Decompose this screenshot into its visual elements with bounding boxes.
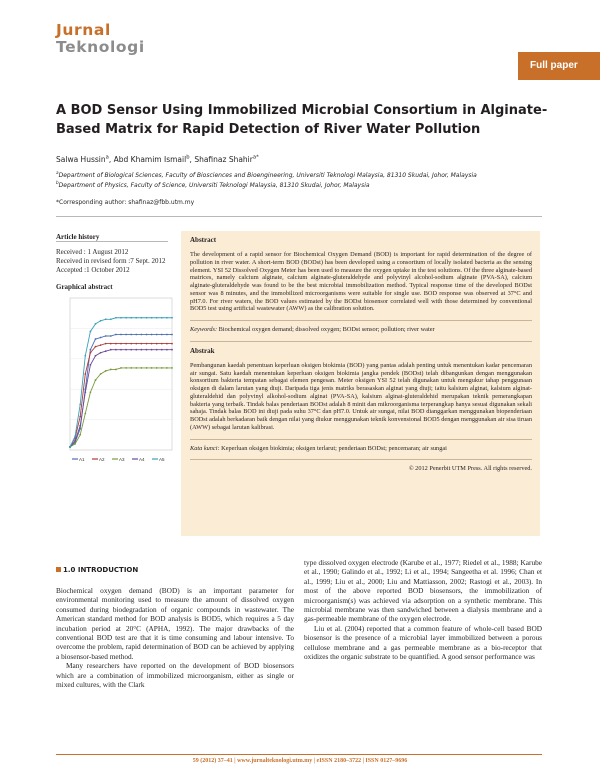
data-point	[171, 349, 173, 351]
data-point	[151, 343, 153, 345]
data-point	[115, 369, 117, 371]
data-point	[141, 334, 143, 336]
author-name: Salwa Hussin	[56, 155, 106, 164]
history-received: Received : 1 August 2012	[56, 248, 129, 256]
section-heading	[56, 566, 138, 574]
copyright-divider	[190, 459, 532, 460]
abstract-heading: Abstract	[190, 236, 217, 244]
intro-right-column	[304, 558, 542, 661]
author-sup: b	[186, 154, 190, 161]
author-list: Salwa Hussin$^a$, Abd Khamim Ismail$^b$, Shafinaz Shahir$^{a*}$	[56, 154, 259, 164]
graphical-abstract-chart	[60, 290, 180, 465]
data-point	[171, 334, 173, 336]
data-point	[100, 320, 102, 322]
data-point	[130, 343, 132, 345]
data-point	[166, 317, 168, 319]
data-point	[141, 367, 143, 369]
keywords-divider	[190, 320, 532, 321]
intro-paragraph: Liu et al. (2004) reported that a common feature of whole-cell based BOD biosensor is the presence of a microbial layer immobilized between a porous cellulose membrane and a gas permeable membrane as a bio-receptor that oxidizes the organic substrate to be quantified. A good sensor performance was	[304, 623, 542, 662]
data-point	[130, 317, 132, 319]
data-point	[166, 334, 168, 336]
data-point	[156, 343, 158, 345]
page-footer: 59 (2012) 37–41 | www.jurnalteknologi.utm.my | eISSN 2180–3722 | ISSN 0127–9696	[192, 758, 408, 764]
data-point	[110, 335, 112, 337]
data-point	[151, 367, 153, 369]
data-point	[120, 334, 122, 336]
affiliation-b	[56, 182, 370, 189]
data-point	[74, 443, 76, 445]
abstract-content	[190, 236, 532, 472]
logo-line-1: Jurnal	[56, 21, 111, 39]
legend-label: A3	[119, 457, 125, 462]
data-point	[115, 343, 117, 345]
data-point	[146, 349, 148, 351]
abstract-text: The development of a rapid sensor for Biochemical Oxygen Demand (BOD) is important for rapid determination of the degree of pollution in river water. A short-term BOD (BODst) has been developed using a consortium of locally isolated bacteria as the sensing element. YSI 52 Dissolved Oxygen Meter has been used to measure the oxygen uptake in the test solutions. Of the three alginate-based matrices, namely calcium alginate, calcium alginate-gluteraldehyde and polyvinyl alcohol-sodium alginate (PVA-SA), calcium alginate-gluteraldehyde was found to be the best microbial immobilization method. Typical response time of the developed BODst sensor was 8 minutes, and the immobilized microorganisms were suitable for single use. BOD response was observed at 37°C and pH7.0. For river waters, the BOD values estimated by the BODst biosensor correlated well with those determined by conventional BOD5 test using artificial wastewater (AWW) as the calibration solution.	[190, 251, 532, 313]
author-name: Abd Khamim Ismail	[113, 155, 187, 164]
data-point	[161, 367, 163, 369]
data-point	[90, 349, 92, 351]
data-point	[115, 349, 117, 351]
keywords-divider-2	[190, 341, 532, 342]
affiliation-text: Department of Physics, Faculty of Science, Universiti Teknologi Malaysia, 81310 Skudai, Johor, Malaysia	[58, 182, 370, 189]
data-point	[125, 317, 127, 319]
data-point	[166, 367, 168, 369]
data-point	[90, 391, 92, 393]
sidebar-divider	[56, 241, 168, 242]
kata-kunci-text: Keperluan oksigen biokimia; oksigen terlarut; penderiaan BODst; pencemaran; air sungai	[221, 444, 447, 452]
legend-label: A4	[139, 457, 145, 462]
intro-heading-text: 1.0 INTRODUCTION	[63, 566, 139, 574]
data-point	[115, 317, 117, 319]
data-point	[110, 349, 112, 351]
journal-logo	[56, 22, 145, 56]
data-point	[100, 352, 102, 354]
data-point	[141, 349, 143, 351]
data-point	[100, 337, 102, 339]
abstrak-text: Pembangunan kaedah penentuan keperluan oksigen biokimia (BOD) yang pantas adalah penting untuk menentukan kadar pencemaran air sungai. Satu kaedah menentukan keperluan oksigen biokimia jangka pendek (BODst) telah dibangunkan dengan menggunakan konsortium bakteria tempatan sebagai elemen pengesan. Meter oksigen YSI 52 telah digunakan untuk mengukur tahap penggunaan oksigen di dalam larutan yang diuji. Daripada tiga jenis matriks berasaskan alginat yang diuji; iaitu kalsium alginat, kalsium alginat-gluteraldehid dan polyvinyl alkohol-sodium alginat (PVA-SA), kalsium alginat-gluteraldehid merupakan teknik pemerangkapan bakteria yang terbaik. Tindak balas penderiaan BODst adalah 8 minit dan mikroorganisma terperangkap hanya sesuai digunakan sekali sahaja. Tindak balas BOD ini diuji pada suhu 37°C dan pH7.0. Untuk air sungai, nilai BOD dianggarkan menggunakan biopenderiaan BODst adalah berkadaran baik dengan nilai yang diukur menggunakan teknik konvensional BOD5 dengan menggunakan air sisa tiruan (AWW) sebagai larutan kalibrasi.	[190, 361, 532, 431]
data-point	[161, 317, 163, 319]
kata-kunci-label: Kata kunci:	[190, 444, 220, 452]
abstract-keywords	[190, 326, 532, 334]
data-point	[120, 317, 122, 319]
data-point	[135, 334, 137, 336]
data-point	[135, 367, 137, 369]
data-point	[125, 349, 127, 351]
data-point	[156, 334, 158, 336]
abstrak-keywords	[190, 445, 532, 453]
data-point	[146, 343, 148, 345]
data-point	[156, 317, 158, 319]
data-point	[79, 416, 81, 418]
data-point	[90, 331, 92, 333]
author-name: Shafinaz Shahir	[194, 155, 253, 164]
data-point	[79, 404, 81, 406]
data-point	[151, 317, 153, 319]
corresponding-author: *Corresponding author: shafinaz@fbb.utm.my	[56, 199, 195, 206]
legend-label: A2	[99, 457, 105, 462]
intro-paragraph: Biochemical oxygen demand (BOD) is an important parameter for environmental monitoring used to measure the amount of dissolved oxygen consumed during biodegradation of organic compounds in wastewater. The American standard method for BOD analysis is BOD5, which requires a 5 day incubation period at 20°C (APHA, 1992). The major drawbacks of the conventional BOD test are that it is time consuming and labour intensive. To overcome the problem, rapid determination of BOD can be achieved by applying a biosensor-based method.	[56, 586, 294, 661]
data-point	[105, 370, 107, 372]
data-point	[105, 335, 107, 337]
intro-paragraph: Many researchers have reported on the development of BOD biosensors which are a combination of immobilized microorganism, either as single or mixed cultures, with the Clark	[56, 661, 294, 690]
data-point	[110, 318, 112, 320]
data-point	[110, 343, 112, 345]
data-point	[84, 355, 86, 357]
data-point	[171, 317, 173, 319]
header-divider	[56, 216, 542, 217]
kata-kunci-divider	[190, 439, 532, 440]
data-point	[146, 334, 148, 336]
data-point	[95, 338, 97, 340]
data-point	[125, 367, 127, 369]
data-point	[69, 446, 71, 448]
author-sup: a	[105, 154, 109, 161]
data-point	[105, 350, 107, 352]
data-point	[95, 355, 97, 357]
data-point	[120, 349, 122, 351]
data-point	[166, 349, 168, 351]
data-point	[171, 367, 173, 369]
data-point	[151, 334, 153, 336]
data-point	[100, 373, 102, 375]
intro-paragraph: type dissolved oxygen electrode (Karube et al., 1977; Riedel et al., 1988; Karube et al., 1990; Galindo et al., 1992; Li et al., 1994; Sangeetha et al. 1996; Chan et al., 1999; Liu et al., 2000; Liu and Mattiasson, 2002; Rastogi et al., 2003). In most of the above reported BOD biosensors, the immobilization of microorganism(s) was achieved via adsorption on a synthetic membrane. This microbial membrane was then sandwiched between a dialysis membrane and a gas-permeable membrane of the oxygen electrode.	[304, 558, 542, 624]
data-point	[100, 344, 102, 346]
data-point	[120, 343, 122, 345]
data-point	[161, 349, 163, 351]
data-point	[125, 343, 127, 345]
data-point	[79, 425, 81, 427]
data-point	[84, 391, 86, 393]
logo-line-2: Teknologi	[56, 38, 145, 56]
footer-divider	[56, 754, 542, 755]
keywords-text: Biochemical oxygen demand; dissolved oxygen; BODst sensor; pollution; river water	[218, 326, 435, 333]
data-point	[90, 352, 92, 354]
data-point	[141, 343, 143, 345]
affiliation-text: Department of Biological Sciences, Faculty of Biosciences and Bioengineering, Universiti Teknologi Malaysia, 81310 Skudai, Johor, Malaysia	[58, 172, 477, 179]
history-accepted: Accepted :1 October 2012	[56, 266, 130, 274]
data-point	[151, 349, 153, 351]
data-point	[130, 349, 132, 351]
data-point	[115, 334, 117, 336]
graphical-abstract-heading: Graphical abstract	[56, 283, 113, 291]
data-point	[141, 317, 143, 319]
article-history-heading: Article history	[56, 233, 100, 241]
affiliation-a	[56, 172, 477, 179]
data-point	[161, 334, 163, 336]
data-point	[84, 413, 86, 415]
data-point	[135, 343, 137, 345]
data-point	[146, 317, 148, 319]
data-point	[171, 343, 173, 345]
data-point	[74, 435, 76, 437]
data-point	[84, 373, 86, 375]
data-point	[110, 369, 112, 371]
data-point	[146, 367, 148, 369]
history-revised: Received in revised form :7 Sept. 2012	[56, 257, 166, 265]
intro-left-column	[56, 586, 294, 689]
author-sup: a*	[252, 154, 259, 161]
data-point	[95, 323, 97, 325]
data-point	[156, 367, 158, 369]
data-point	[105, 343, 107, 345]
keywords-label: Keywords:	[190, 326, 218, 333]
copyright-notice: © 2012 Penerbit UTM Press. All rights reserved.	[408, 465, 532, 473]
article-type-badge: Full paper	[518, 52, 600, 80]
data-point	[95, 379, 97, 381]
data-point	[95, 346, 97, 348]
data-point	[74, 440, 76, 442]
affiliation-sup: a	[56, 170, 59, 175]
data-point	[105, 318, 107, 320]
abstrak-heading: Abstrak	[190, 346, 215, 355]
data-point	[135, 317, 137, 319]
section-marker-icon	[56, 567, 61, 572]
data-point	[130, 367, 132, 369]
data-point	[79, 434, 81, 436]
affiliation-sup: b	[56, 180, 59, 185]
data-point	[161, 343, 163, 345]
legend-label: A1	[79, 457, 85, 462]
article-history	[56, 248, 172, 275]
data-point	[130, 334, 132, 336]
legend-label: A5	[159, 457, 165, 462]
data-point	[90, 364, 92, 366]
data-point	[135, 349, 137, 351]
data-point	[120, 367, 122, 369]
data-point	[166, 343, 168, 345]
data-point	[125, 334, 127, 336]
paper-title: A BOD Sensor Using Immobilized Microbial Consortium in Alginate-Based Matrix for Rapid Detection of River Water Pollution	[56, 103, 548, 137]
data-point	[156, 349, 158, 351]
